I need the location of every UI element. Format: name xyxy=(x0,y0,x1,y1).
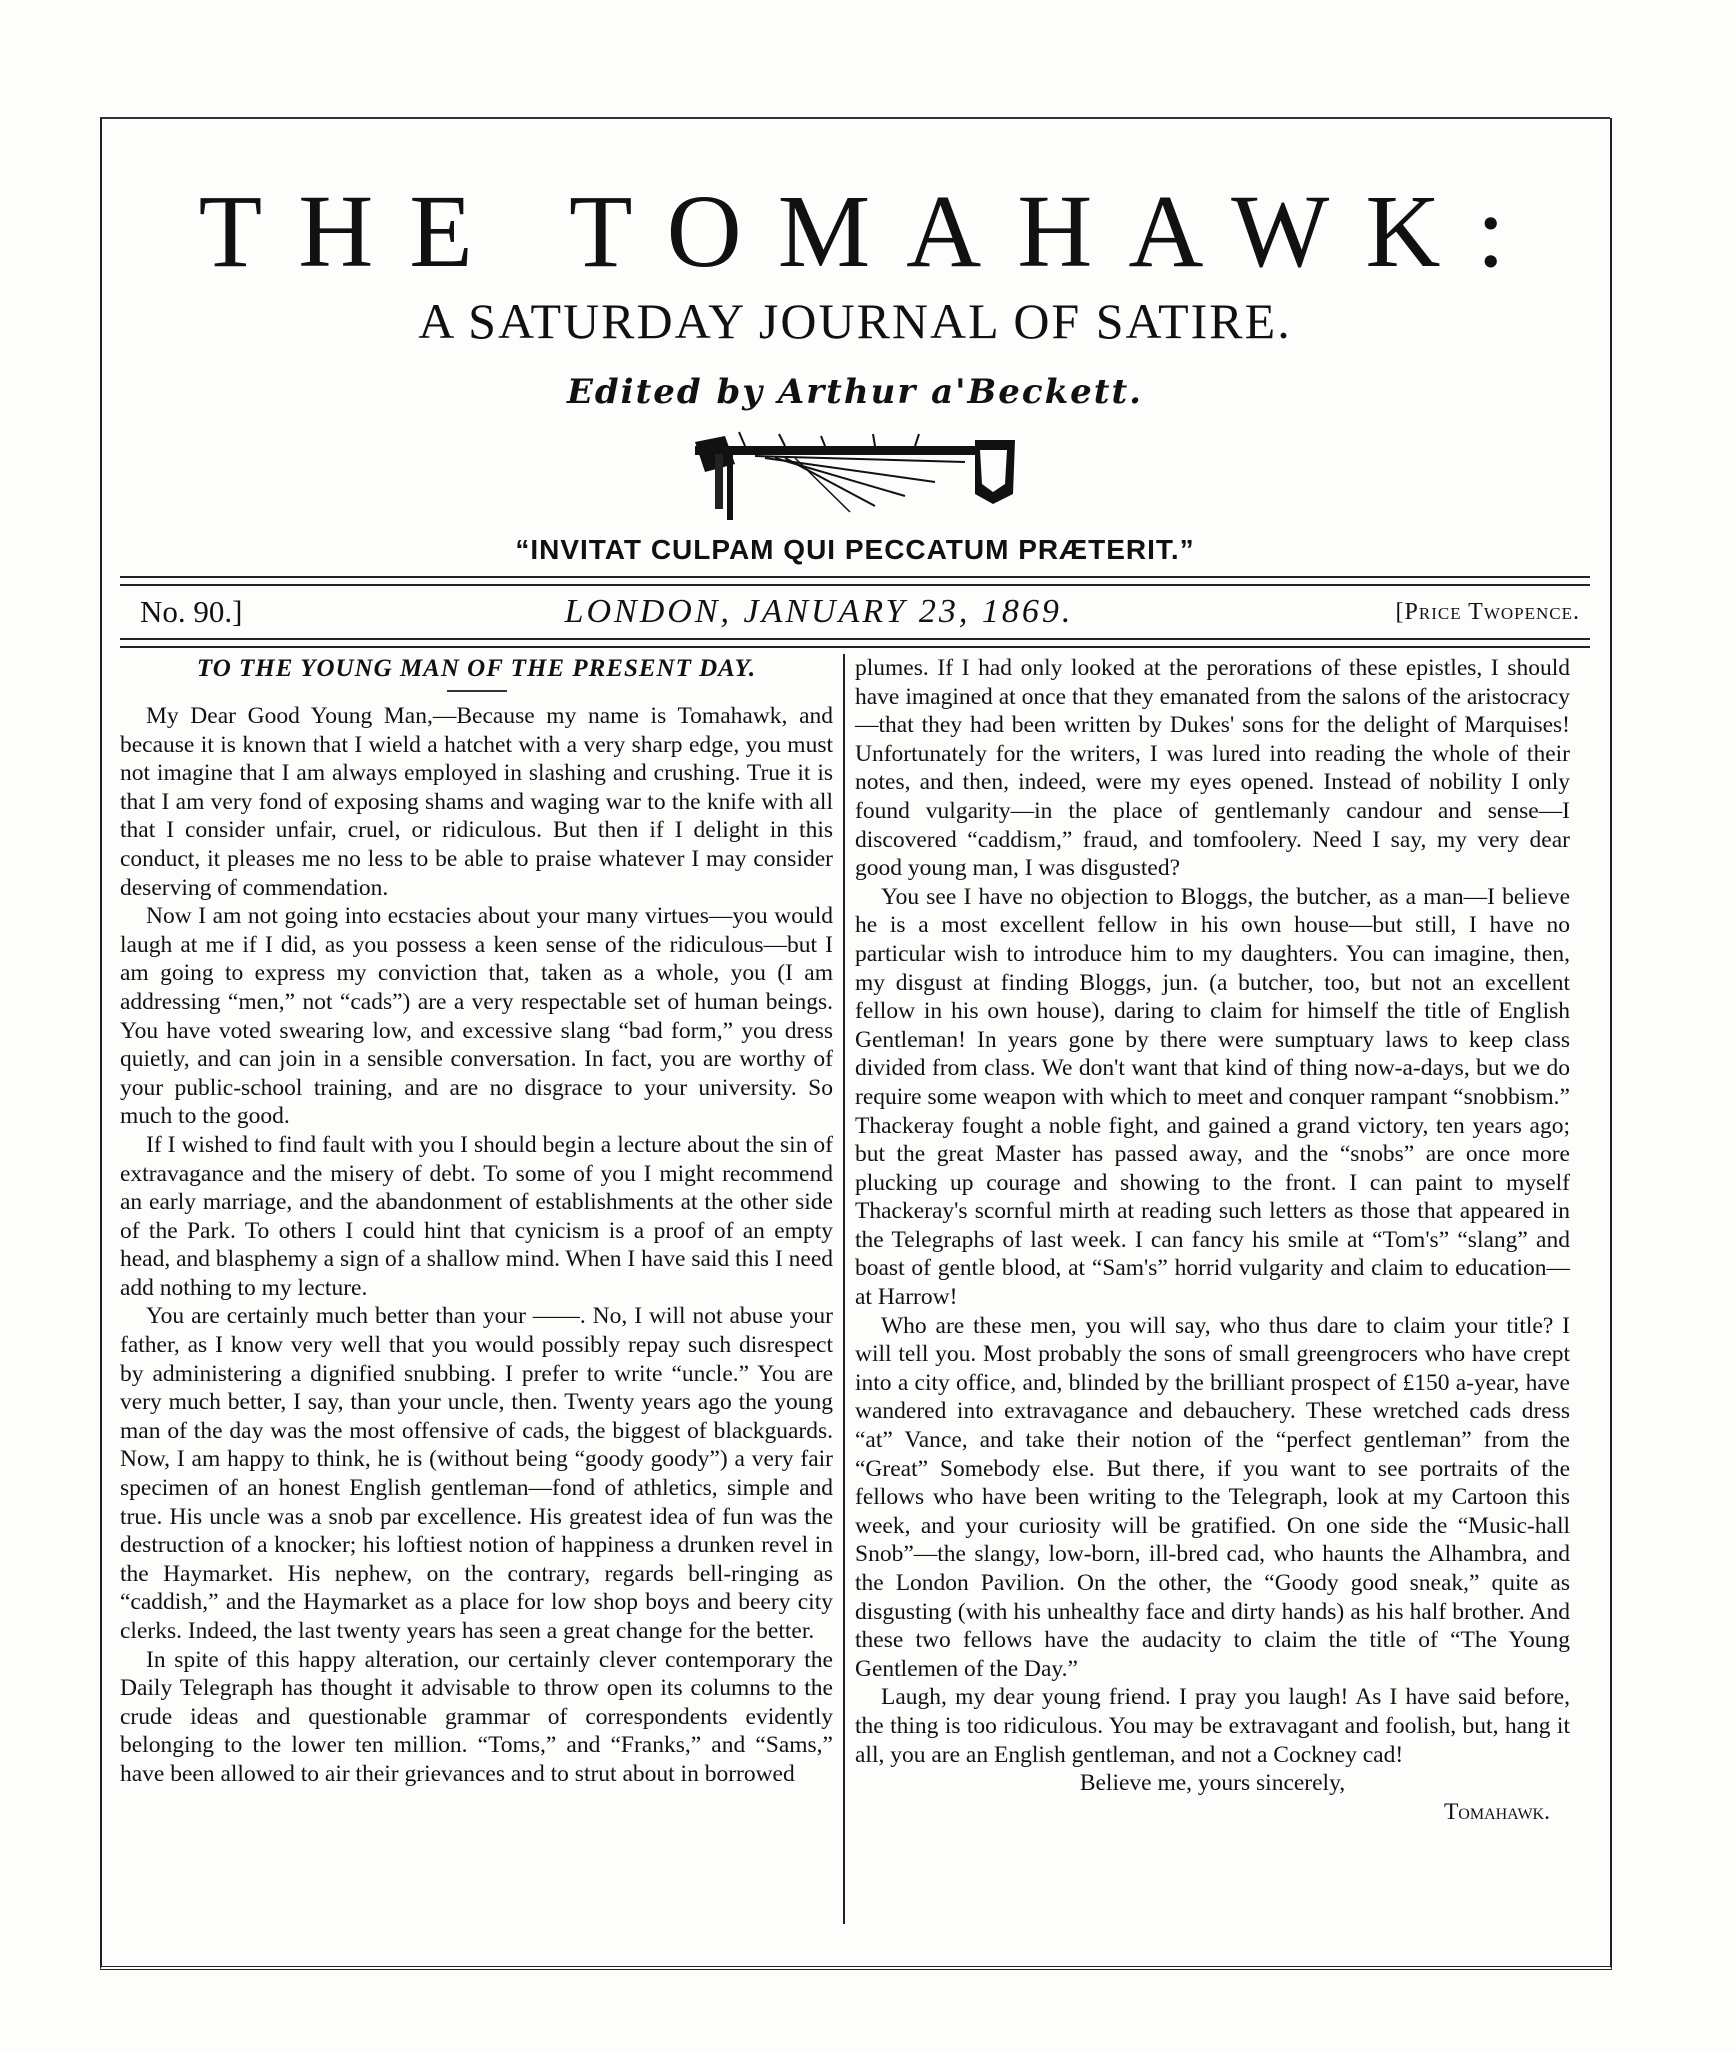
signature: Tomahawk. xyxy=(1443,1798,1550,1825)
paragraph: You see I have no objection to Bloggs, the butcher, as a man—I believe he is a most excellent fellow in his own house—but still, I have no particular wish to introduce him to my daughters. You can imagine, then, my disgust at finding Bloggs, jun. (a butcher, too, but not an excellent fellow in his own house), daring to claim for himself the title of English Gentleman! In years gone by there were sumptuary laws to keep class divided from class. We don't want that kind of thing now-a-days, but we do require some weapon with which to meet and conquer rampant “snobbism.” Thackeray fought a noble fight, and gained a grand victory, ten years ago; but the great Master has passed away, and the “snobs” are once more plucking up courage and showing to the front. I can paint to myself Thackeray's scornful mirth at reading such letters as those that appeared in the Telegraphs of last week. I can fancy his smile at “Tom's” “slang” and boast of gentle blood, at “Sam's” horrid vulgarity and claim to education—at Harrow! xyxy=(855,883,1570,1311)
issue-price: [Price Twopence. xyxy=(1395,598,1580,625)
issue-number: No. 90.] xyxy=(140,594,243,629)
article-title: TO THE YOUNG MAN OF THE PRESENT DAY. xyxy=(196,655,757,682)
paragraph: Laugh, my dear young friend. I pray you laugh! As I have said before, the thing is too ridiculous. You may be extravagant and foolish, but, hang it all, you are an English gentleman, and not a Cockney cad! xyxy=(855,1684,1570,1768)
paragraph: Who are these men, you will say, who thus dare to claim your title? I will tell you. Most probably the sons of small greengrocers who have crept into a city office, and, blinded by the brilliant prospect of £150 a-year, have wandered into extravagance and debauchery. These wretched cads dress “at” Vance, and take their notion of the “perfect gentleman” from the “Great” Somebody else. But there, if you want to see portraits of the fellows who have been writing to the Telegraph, look at my Cartoon this week, and your curiosity will be gratified. On one side the “Music-hall Snob”—the slangy, low-born, ill-bred cad, who haunts the Alhambra, and the London Pavilion. On the other, the “Goody good sneak,” quite as disgusting (with his unhealthy face and dirty hands) as his half brother. And these two fellows have the audacity to claim the title of “The Young Gentlemen of the Day.” xyxy=(855,1312,1570,1682)
newspaper-title: THE TOMAHAWK: xyxy=(198,174,1542,289)
paragraph: If I wished to find fault with you I should begin a lecture about the sin of extravagance and the misery of debt. To some of you I might recommend an early marriage, and the abandonment of establishments at the other side of the Park. To others I could hint that cynicism is a proof of an empty head, and blasphemy a sign of a shallow mind. When I have said this I need add nothing to my lecture. xyxy=(120,1131,833,1301)
paragraph: plumes. If I had only looked at the perorations of these epistles, I should have imagined at once that they emanated from the salons of the aristocracy—that they had been written by Dukes' sons for the delight of Marquises! Unfortunately for the writers, I was lured into reading the whole of their notes, and then, indeed, were my eyes opened. Instead of nobility I only found vulgarity—in the place of gentlemanly candour and sense—I discovered “caddism,” fraud, and tomfoolery. Need I say, my very dear good young man, I was disgusted? xyxy=(855,655,1570,882)
title-divider xyxy=(447,690,507,692)
issue-info-bar xyxy=(140,592,1580,632)
issue-date: LONDON, JANUARY 23, 1869. xyxy=(564,593,1074,630)
header-rule-bottom xyxy=(120,638,1590,648)
masthead xyxy=(100,174,1610,566)
motto: “INVITAT CULPAM QUI PECCATUM PRÆTERIT.” xyxy=(515,534,1195,565)
left-column xyxy=(110,654,845,1924)
tomahawk-illustration-icon xyxy=(675,424,1035,524)
paragraph: My Dear Good Young Man,—Because my name is Tomahawk, and because it is known that I wield a hatchet with a very sharp edge, you must not imagine that I am always employed in slashing and crushing. True it is that I am very fond of exposing shams and waging war to the knife with all that I consider unfair, cruel, or ridiculous. But then if I delight in this conduct, it pleases me no less to be able to praise whatever I may consider deserving of commendation. xyxy=(120,703,833,901)
newspaper-subtitle: A SATURDAY JOURNAL OF SATIRE. xyxy=(418,293,1292,349)
right-column xyxy=(845,654,1580,1924)
paragraph: In spite of this happy alteration, our certainly clever contemporary the Daily Telegraph has thought it advisable to throw open its columns to the crude ideas and questionable grammar of correspondents evidently belonging to the lower ten million. “Toms,” and “Franks,” and “Sams,” have been allowed to air their grievances and to strut about in borrowed xyxy=(120,1646,833,1787)
header-rule-top xyxy=(120,576,1590,586)
paragraph: You are certainly much better than your ——. No, I will not abuse your father, as I know very well that you would possibly repay such disrespect by administering a dignified snubbing. I prefer to write “uncle.” You are very much better, I say, than your uncle, then. Twenty years ago the young man of the day was the most offensive of cads, the biggest of blackguards. Now, I am happy to think, he is (without being “goody goody”) a very fair specimen of an honest English gentleman—fond of athletics, simple and true. His uncle was a snob par excellence. His greatest idea of fun was the destruction of a knocker; his loftiest notion of happiness a drunken revel in the Haymarket. His nephew, on the contrary, regards bell-ringing as “caddish,” and the Haymarket as a place for low shop boys and beery city clerks. Indeed, the last twenty years has seen a great change for the better. xyxy=(120,1303,833,1644)
editor-credit: Edited by Arthur a'Beckett. xyxy=(566,372,1144,412)
closing-line: Believe me, yours sincerely, xyxy=(1079,1770,1346,1797)
paragraph: Now I am not going into ecstacies about your many virtues—you would laugh at me if I did, as you possess a keen sense of the ridiculous—but I am going to express my conviction that, taken as a whole, you (I am addressing “men,” not “cads”) are a very respectable set of human beings. You have voted swearing low, and excessive slang “bad form,” you dress quietly, and can join in a sensible conversation. In fact, you are worthy of your public-school training, and are no disgrace to your university. So much to the good. xyxy=(120,903,833,1130)
article-body xyxy=(110,654,1600,1924)
